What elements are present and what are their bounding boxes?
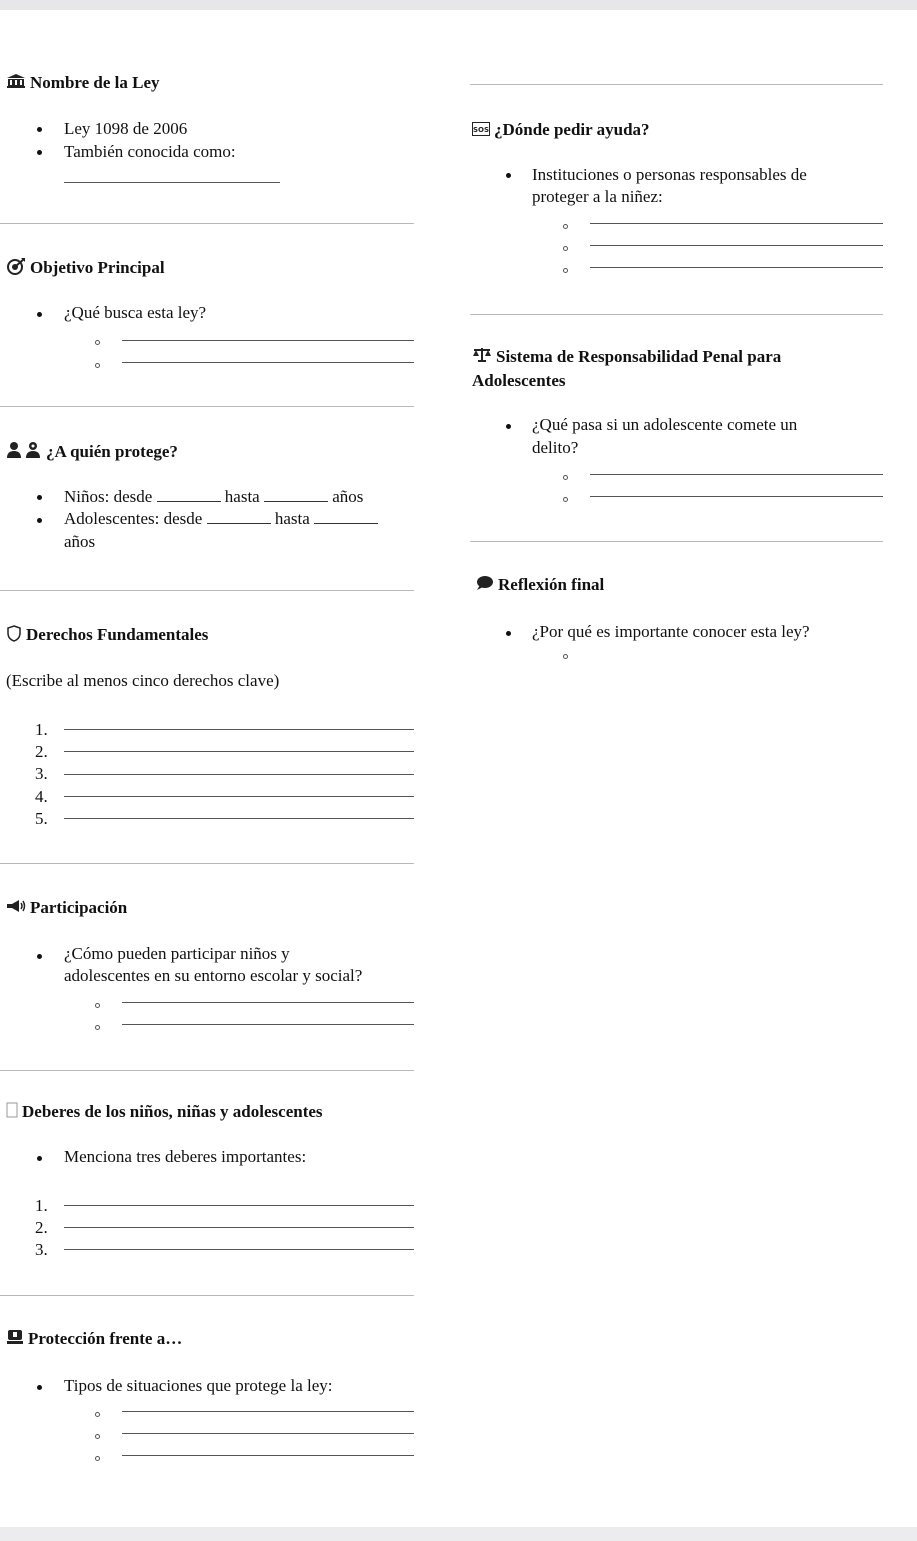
- children-age-from-blank[interactable]: [157, 486, 221, 502]
- participation-answer-line-1[interactable]: [122, 1002, 414, 1003]
- svg-text:SOS: SOS: [472, 126, 490, 135]
- teens-age-to-blank[interactable]: [314, 508, 378, 524]
- rights-number: 4.: [35, 787, 48, 806]
- heading-objetivo: Objetivo Principal: [6, 257, 165, 281]
- help-answer-line-2[interactable]: [590, 245, 883, 246]
- bullet: [37, 954, 42, 959]
- teens-age-suffix: años: [64, 532, 96, 551]
- heading-proteccion: Protección frente a…: [6, 1328, 182, 1351]
- heading-derechos: Derechos Fundamentales: [6, 624, 208, 648]
- heading-deberes: Deberes de los niños, niñas y adolescentes: [6, 1101, 323, 1124]
- protection-prompt: Tipos de situaciones que protege la ley:: [64, 1376, 333, 1395]
- sos-icon: [472, 120, 490, 142]
- heading-nombre-ley: Nombre de la Ley: [6, 72, 160, 95]
- sub-bullet: [95, 1434, 100, 1439]
- rights-number: 1.: [35, 720, 48, 739]
- speech-bubble-icon: [474, 575, 494, 597]
- aka-answer-line[interactable]: [64, 182, 280, 183]
- duties-number: 1.: [35, 1196, 48, 1215]
- right-answer-line-2[interactable]: [64, 751, 414, 752]
- sub-bullet: [563, 268, 568, 273]
- sub-bullet: [95, 340, 100, 345]
- right-answer-line-4[interactable]: [64, 796, 414, 797]
- target-icon: [6, 257, 26, 281]
- penal-answer-line-1[interactable]: [590, 474, 883, 475]
- teens-age-from-blank[interactable]: [207, 508, 271, 524]
- reflection-question: ¿Por qué es importante conocer esta ley?: [532, 622, 810, 641]
- warning-sign-icon: [6, 1329, 24, 1351]
- sub-bullet: [563, 246, 568, 251]
- protection-answer-line-2[interactable]: [122, 1433, 414, 1434]
- section-divider: [0, 1070, 414, 1071]
- participation-answer-line-2[interactable]: [122, 1024, 414, 1025]
- duty-answer-line-2[interactable]: [64, 1227, 414, 1228]
- bullet: [37, 150, 42, 155]
- heading-pedir-ayuda: SOS ¿Dónde pedir ayuda?: [472, 119, 650, 142]
- section-divider: [0, 1295, 414, 1296]
- sub-bullet: [95, 363, 100, 368]
- heading-participacion: Participación: [6, 897, 127, 920]
- bullet: [506, 173, 511, 178]
- bullet: [37, 1156, 42, 1161]
- bullet: [37, 127, 42, 132]
- sub-bullet: [563, 654, 568, 659]
- rights-number: 5.: [35, 809, 48, 828]
- right-answer-line-3[interactable]: [64, 774, 414, 775]
- bullet: [506, 424, 511, 429]
- right-answer-line-5[interactable]: [64, 818, 414, 819]
- heading-responsabilidad-penal: Sistema de Responsabilidad Penal para: [472, 346, 781, 369]
- bullet: [506, 631, 511, 636]
- bullet: [37, 518, 42, 523]
- building-icon: [6, 73, 26, 95]
- penal-question-line-1: ¿Qué pasa si un adolescente comete un: [532, 415, 798, 434]
- rights-instruction: (Escribe al menos cinco derechos clave): [6, 671, 280, 690]
- objective-question: ¿Qué busca esta ley?: [64, 303, 207, 322]
- heading-a-quien-protege: ¿A quién protege?: [6, 441, 178, 465]
- section-divider: [0, 223, 414, 224]
- section-divider: [0, 863, 414, 864]
- sub-bullet: [95, 1456, 100, 1461]
- duty-answer-line-1[interactable]: [64, 1205, 414, 1206]
- section-divider: [470, 541, 883, 542]
- scales-icon: [472, 347, 492, 369]
- section-divider: [470, 84, 883, 85]
- megaphone-icon: [6, 898, 26, 920]
- duty-answer-line-3[interactable]: [64, 1249, 414, 1250]
- bullet: [37, 1385, 42, 1390]
- duties-prompt: Menciona tres deberes importantes:: [64, 1147, 307, 1166]
- participation-question-line-1: ¿Cómo pueden participar niños y: [64, 944, 290, 963]
- law-number: Ley 1098 de 2006: [64, 119, 188, 138]
- heading-responsabilidad-penal-line-2: Adolescentes: [472, 371, 566, 390]
- protection-answer-line-3[interactable]: [122, 1455, 414, 1456]
- aka-label: También conocida como:: [64, 142, 236, 161]
- rights-number: 2.: [35, 742, 48, 761]
- protection-answer-line-1[interactable]: [122, 1411, 414, 1412]
- section-divider: [0, 406, 414, 407]
- sub-bullet: [95, 1412, 100, 1417]
- participation-question-line-2: adolescentes en su entorno escolar y social?: [64, 966, 363, 985]
- penal-answer-line-2[interactable]: [590, 496, 883, 497]
- sub-bullet: [563, 497, 568, 502]
- objective-answer-line-2[interactable]: [122, 362, 414, 363]
- objective-answer-line-1[interactable]: [122, 340, 414, 341]
- sub-bullet: [95, 1025, 100, 1030]
- help-item-line-2: proteger a la niñez:: [532, 187, 663, 206]
- children-age-range: Niños: desde hasta años: [64, 487, 364, 506]
- viewer-bottom-bar: [0, 1527, 917, 1541]
- sub-bullet: [563, 475, 568, 480]
- sub-bullet: [563, 224, 568, 229]
- bullet: [37, 312, 42, 317]
- help-answer-line-1[interactable]: [590, 223, 883, 224]
- missing-glyph-icon: [6, 1102, 18, 1124]
- bullet: [37, 495, 42, 500]
- rights-number: 3.: [35, 764, 48, 783]
- sub-bullet: [95, 1003, 100, 1008]
- help-answer-line-3[interactable]: [590, 267, 883, 268]
- children-age-to-blank[interactable]: [264, 486, 328, 502]
- penal-question-line-2: delito?: [532, 438, 579, 457]
- teens-age-range: Adolescentes: desde hasta: [64, 508, 378, 530]
- heading-reflexion: Reflexión final: [474, 574, 604, 597]
- right-answer-line-1[interactable]: [64, 729, 414, 730]
- duties-number: 3.: [35, 1240, 48, 1259]
- section-divider: [470, 314, 883, 315]
- people-icon: [6, 441, 42, 465]
- section-divider: [0, 590, 414, 591]
- shield-icon: [6, 625, 22, 648]
- duties-number: 2.: [35, 1218, 48, 1237]
- viewer-top-bar: [0, 0, 917, 10]
- help-item-line-1: Instituciones o personas responsables de: [532, 165, 807, 184]
